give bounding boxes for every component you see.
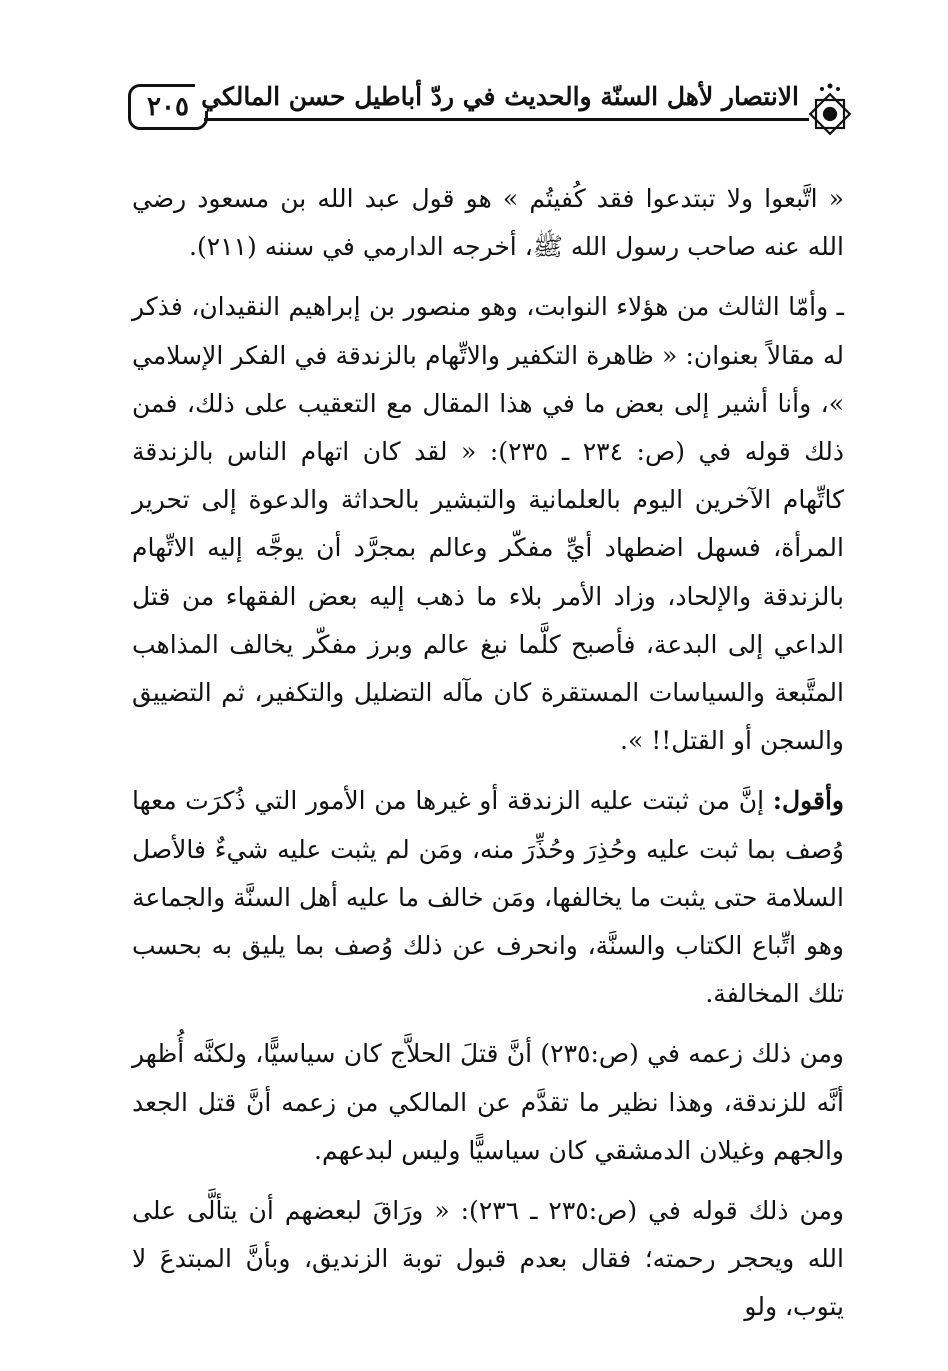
paragraph-3-lead: وأقول:: [772, 786, 844, 816]
page-header: [128, 80, 853, 150]
header-rule: [204, 118, 809, 121]
paragraph-1: « اتَّبعوا ولا تبتدعوا فقد كُفيتُم » هو قول عبد الله بن مسعود رضي الله عنه صاحب رسول الله ﷺ، أخرجه الدارمي في سننه (٢١١).: [132, 184, 844, 262]
running-title: الانتصار لأهل السنّة والحديث في ردّ أباطيل حسن المالكي: [195, 82, 805, 111]
page-body: [132, 175, 844, 1332]
paragraph-4: ومن ذلك زعمه في (ص:٢٣٥) أنَّ قتلَ الحلاَّج كان سياسيًّا، ولكنَّه أُظهر أنَّه للزندقة، وهذا نظير ما تقدَّم عن المالكي من زعمه أنَّ قتل الجعد والجهم وغيلان الدمشقي كان سياسيًّا وليس لبدعهم.: [132, 1039, 844, 1165]
paragraph-3: [132, 777, 844, 1018]
page-number: ٢٠٥: [128, 84, 208, 130]
eight-point-star-ornament-icon: [807, 80, 853, 140]
paragraph-5: ومن ذلك قوله في (ص:٢٣٥ ـ ٢٣٦): « ورَاقَ لبعضهم أن يتألَّى على الله ويحجر رحمته؛ فقال بعدم قبول توبة الزنديق، وبأنَّ المبتدعَ لا يتوب، ولو: [132, 1196, 844, 1322]
paragraph-2: ـ وأمّا الثالث من هؤلاء النوابت، وهو منصور بن إبراهيم النقيدان، فذكر له مقالاً بعنوان: « ظاهرة التكفير والاتِّهام بالزندقة في الفكر الإسلامي »، وأنا أشير إلى بعض ما في هذا المقال مع التعقيب على ذلك، فمن ذلك قوله في (ص: ٢٣٤ ـ ٢٣٥): « لقد كان اتهام الناس بالزندقة كاتِّهام الآخرين اليوم بالعلمانية والتبشير بالحداثة والدعوة إلى تحرير المرأة، فسهل اضطهاد أيِّ مفكّر وعالم بمجرَّد أن يوجَّه إليه الاتِّهام بالزندقة والإلحاد، وزاد الأمر بلاء ما ذهب إليه بعض الفقهاء من قتل الداعي إلى البدعة، فأصبح كلَّما نبغ عالم وبرز مفكّر يخالف المذاهب المتَّبعة والسياسات المستقرة كان مآله التضليل والتكفير، ثم التضييق والسجن أو القتل!! ».: [132, 292, 845, 756]
paragraph-3-text: إنَّ من ثبتت عليه الزندقة أو غيرها من الأمور التي ذُكرَت معها وُصف بما ثبت عليه وحُذِرَ وحُذِّرَ منه، ومَن لم يثبت عليه شيءٌ فالأصل السلامة حتى يثبت ما يخالفها، ومَن خالف ما عليه أهل السنَّة والجماعة وهو اتِّباع الكتاب والسنَّة، وانحرف عن ذلك وُصف بما يليق به بحسب تلك المخالفة.: [132, 786, 844, 1009]
